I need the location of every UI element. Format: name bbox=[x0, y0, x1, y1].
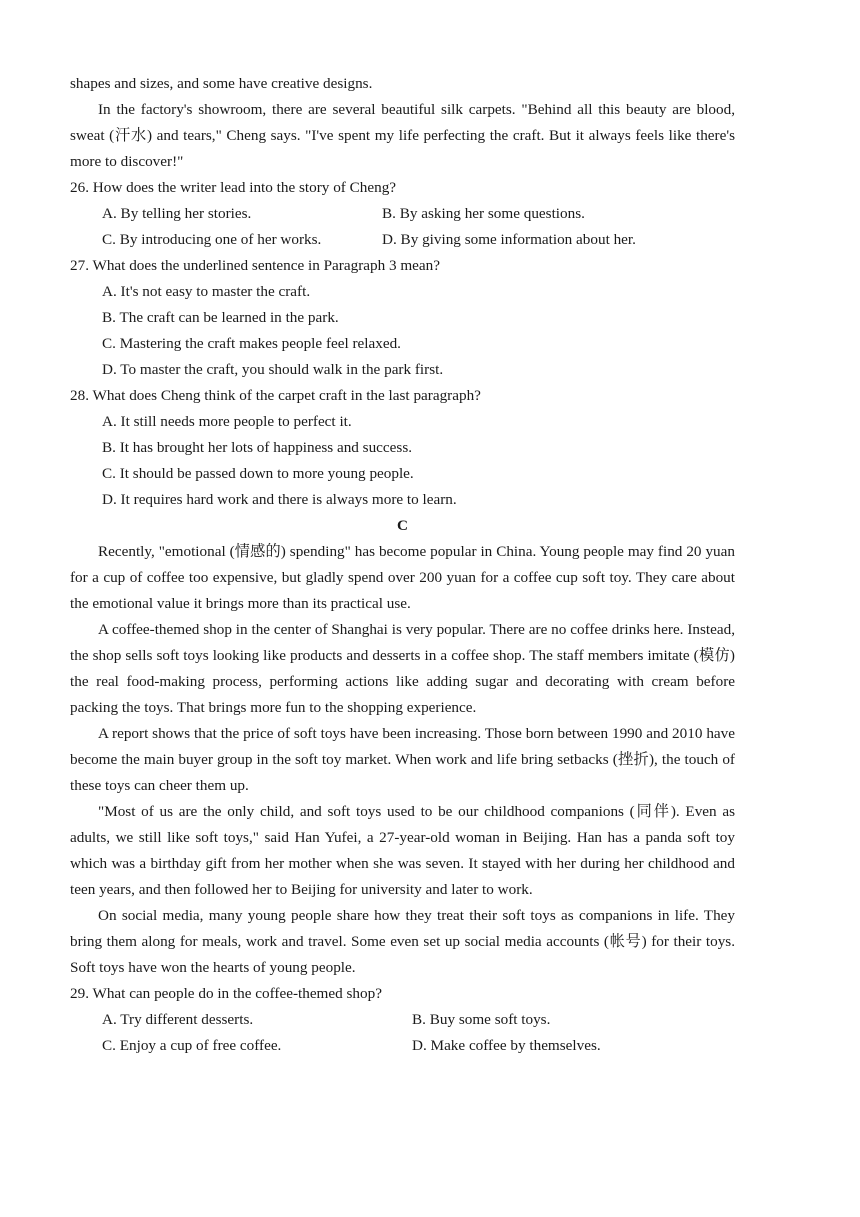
question-29-options-row-2 bbox=[70, 1033, 735, 1059]
option-a[interactable]: A. By telling her stories. bbox=[102, 205, 252, 222]
option-b[interactable]: B. Buy some soft toys. bbox=[412, 1011, 551, 1028]
passage-b-last-paragraph: In the factory's showroom, there are several beautiful silk carpets. "Behind all this beauty are blood, sweat (汗水) and tears," Cheng says. "I've spent my life perfecting the craft. But it always feels like there's more to discover!" bbox=[70, 101, 735, 170]
passage-b-line: shapes and sizes, and some have creative designs. bbox=[70, 75, 373, 92]
option-a[interactable]: A. It still needs more people to perfect it. bbox=[102, 413, 352, 430]
section-heading: C bbox=[397, 517, 408, 534]
option-a[interactable]: A. It's not easy to master the craft. bbox=[102, 283, 311, 300]
option-a[interactable]: A. Try different desserts. bbox=[102, 1011, 254, 1028]
section-c-paragraph: On social media, many young people share how they treat their soft toys as companions in life. They bring them along for meals, work and travel. Some even set up social media accounts (帐号) for their toys. Soft toys have won the hearts of young people. bbox=[70, 907, 735, 976]
question-28-stem: 28. What does Cheng think of the carpet craft in the last paragraph? bbox=[70, 387, 481, 404]
question-26-stem: 26. How does the writer lead into the story of Cheng? bbox=[70, 179, 397, 196]
option-d[interactable]: D. Make coffee by themselves. bbox=[412, 1037, 601, 1054]
question-27-stem: 27. What does the underlined sentence in Paragraph 3 mean? bbox=[70, 257, 440, 274]
option-b[interactable]: B. By asking her some questions. bbox=[382, 205, 585, 222]
section-c-paragraph: "Most of us are the only child, and soft toys used to be our childhood companions (同伴). Even as adults, we still like soft toys," said Han Yufei, a 27-year-old woman in Beijing. Han has a panda soft toy which was a birthday gift from her mother when she was seven. It stayed with her during her childhood and teen years, and then followed her to Beijing for university and later to work. bbox=[70, 803, 735, 898]
option-c[interactable]: C. By introducing one of her works. bbox=[102, 231, 322, 248]
question-26-options-row-2 bbox=[70, 227, 735, 253]
option-d[interactable]: D. To master the craft, you should walk in the park first. bbox=[102, 361, 444, 378]
option-c[interactable]: C. It should be passed down to more young people. bbox=[102, 465, 414, 482]
question-29-options-row-1 bbox=[70, 1007, 735, 1033]
section-c-paragraph: A report shows that the price of soft toys have been increasing. Those born between 1990 and 2010 have become the main buyer group in the soft toy market. When work and life bring setbacks (挫折), the touch of these toys can cheer them up. bbox=[70, 725, 735, 794]
option-c[interactable]: C. Enjoy a cup of free coffee. bbox=[102, 1037, 282, 1054]
option-d[interactable]: D. By giving some information about her. bbox=[382, 231, 636, 248]
question-29-stem: 29. What can people do in the coffee-themed shop? bbox=[70, 985, 382, 1002]
option-d[interactable]: D. It requires hard work and there is always more to learn. bbox=[102, 491, 457, 508]
option-c[interactable]: C. Mastering the craft makes people feel relaxed. bbox=[102, 335, 401, 352]
question-26-options-row-1 bbox=[70, 201, 735, 227]
option-b[interactable]: B. The craft can be learned in the park. bbox=[102, 309, 339, 326]
option-b[interactable]: B. It has brought her lots of happiness and success. bbox=[102, 439, 413, 456]
section-c-paragraph: A coffee-themed shop in the center of Shanghai is very popular. There are no coffee drinks here. Instead, the shop sells soft toys looking like products and desserts in a coffee shop. The staff members imitate (模仿) the real food-making process, performing actions like adding sugar and decorating with cream before packing the toys. That brings more fun to the shopping experience. bbox=[70, 621, 735, 716]
section-c-paragraph: Recently, "emotional (情感的) spending" has become popular in China. Young people may find 20 yuan for a cup of coffee too expensive, but gladly spend over 200 yuan for a coffee cup soft toy. They care about the emotional value it brings more than its practical use. bbox=[70, 543, 735, 612]
page-content bbox=[70, 71, 735, 1059]
